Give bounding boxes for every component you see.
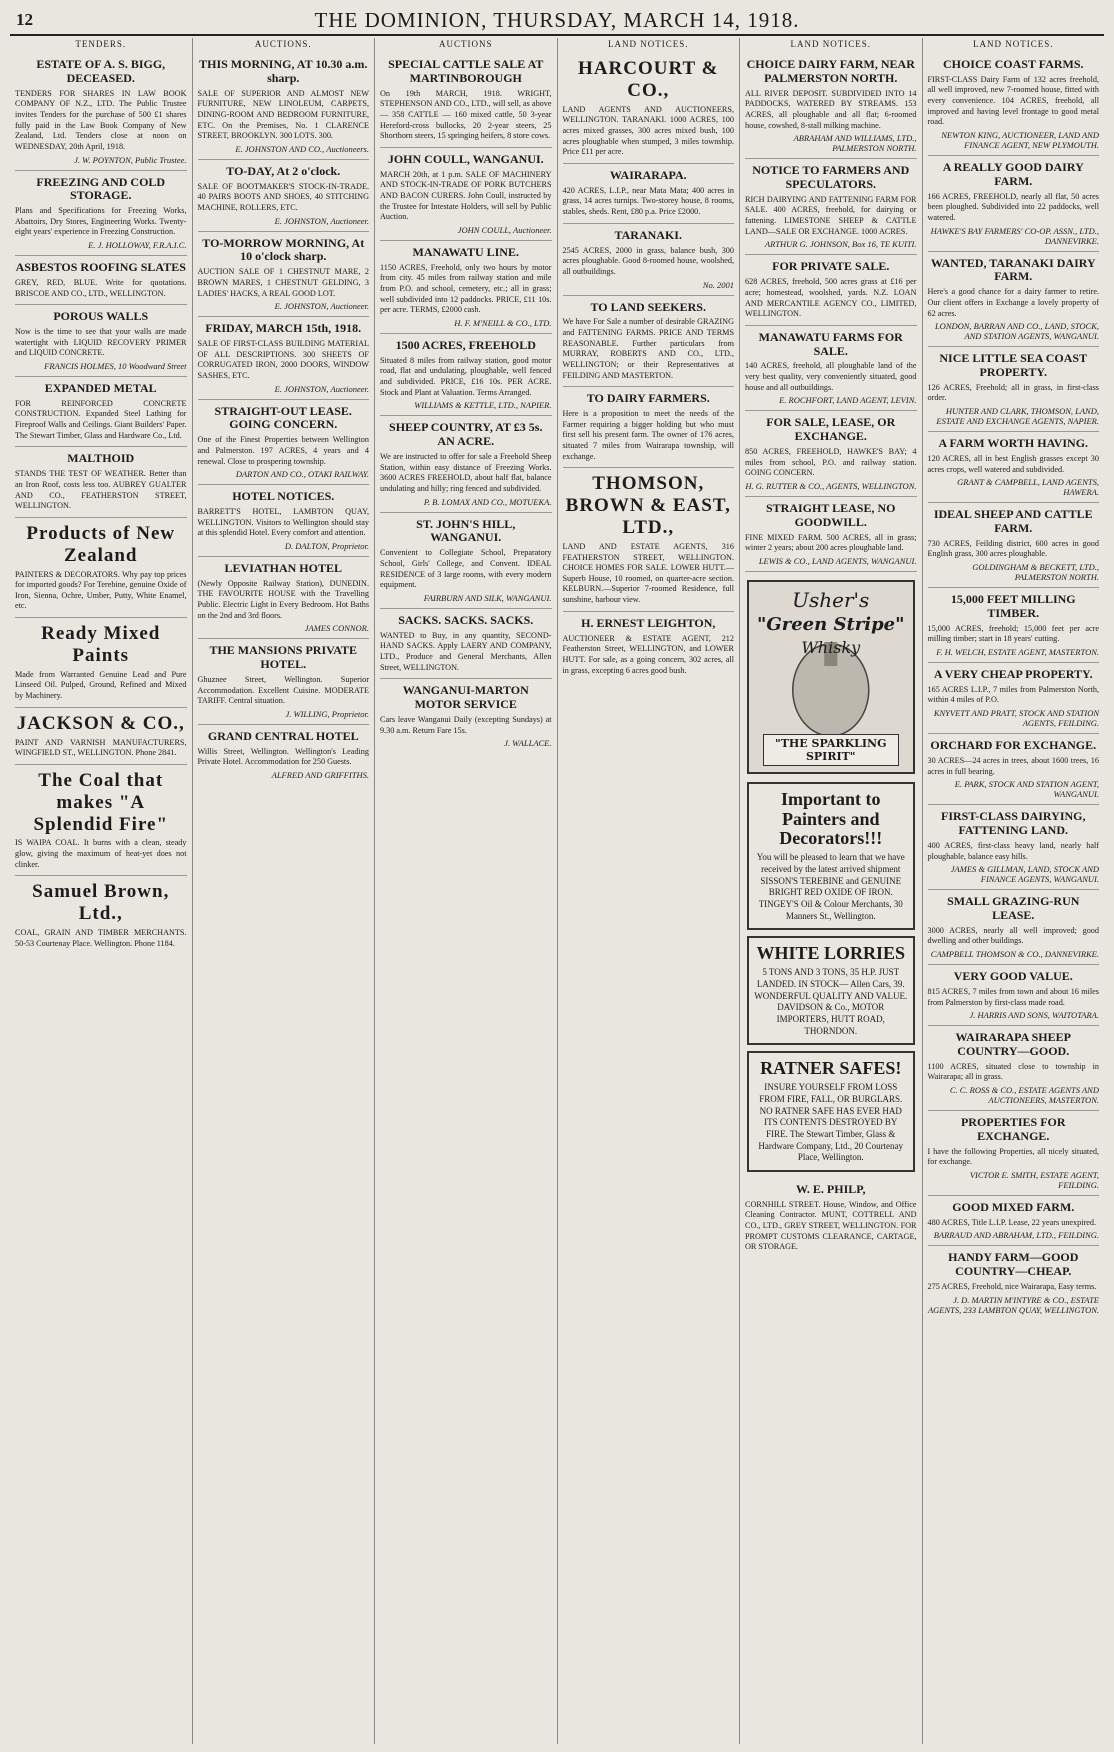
whisky-kind: Whisky — [801, 637, 861, 657]
advertisement — [380, 148, 552, 241]
advertisement — [928, 347, 1100, 432]
newspaper-title: THE DOMINION, THURSDAY, MARCH 14, 1918. — [314, 8, 800, 32]
ad-title: H. ERNEST LEIGHTON, — [581, 615, 716, 630]
advertisement — [928, 503, 1100, 588]
column-heading: TENDERS. — [75, 39, 127, 49]
ad-title: FOR PRIVATE SALE. — [772, 259, 890, 274]
ad-body: PAINTERS & DECORATORS. Why pay top prices for imported goods? For Terebine, genuine Oxide of Iron, Sienna, Ochre, Umber, Putty, White Enamel, etc. — [15, 569, 187, 611]
advertisement — [380, 334, 552, 416]
ad-title: TARANAKI. — [614, 227, 682, 242]
ad-signature: ABRAHAM AND WILLIAMS, LTD., PALMERSTON NORTH. — [793, 133, 917, 154]
ad-body: 1100 ACRES, situated close to township in Wairarapa; all in grass. — [927, 1061, 1099, 1082]
ad-title: LEVIATHAN HOTEL — [224, 560, 342, 575]
ad-title: A FARM WORTH HAVING. — [938, 436, 1089, 451]
ad-signature: GOLDINGHAM & BECKETT, LTD., PALMERSTON NORTH. — [972, 562, 1099, 583]
ad-body: SALE OF SUPERIOR AND ALMOST NEW FURNITURE, NEW LINOLEUM, CARPETS, DINING-ROOM AND BEDROOM FURNITURE, ETC. On the Premises, No. 1 CLARENCE STREET, BROOKLYN. 300 LOTS. 300. — [197, 88, 369, 141]
ad-title: STRAIGHT-OUT LEASE. GOING CONCERN. — [214, 403, 352, 432]
column-2 — [192, 38, 375, 1744]
ad-title: IDEAL SHEEP AND CATTLE FARM. — [933, 507, 1093, 536]
ad-body: AUCTIONEER & ESTATE AGENT, 212 Featherston Street, WELLINGTON, and LOWER HUTT. For sale, as a going concern, 302 acres, all in grass, excepting 6 acres good bush. — [562, 633, 734, 675]
ad-body: Cars leave Wanganui Daily (excepting Sundays) at 9.30 a.m. Return Fare 15s. — [380, 714, 552, 735]
ad-signature: BARRAUD AND ABRAHAM, LTD., FEILDING. — [933, 1230, 1099, 1241]
ad-body: 166 ACRES, FREEHOLD, nearly all flat, 50 acres been ploughed. Subdivided into 22 paddocks, well watered. — [927, 191, 1099, 222]
ad-signature: ALFRED AND GRIFFITHS. — [271, 770, 369, 781]
ad-signature: No. 2001 — [702, 279, 734, 290]
advertisement — [198, 725, 370, 785]
ad-body: 815 ACRES, 7 miles from town and about 16 miles from Palmerston by first-class made road. — [927, 986, 1099, 1007]
ad-signature: J. HARRIS AND SONS, WAITOTARA. — [969, 1010, 1099, 1021]
ad-body: GREY, RED, BLUE. Write for quotations. BRISCOE AND CO., LTD., WELLINGTON. — [15, 277, 187, 298]
ad-body: 30 ACRES—24 acres in trees, about 1600 trees, 16 acres in full bearing. — [927, 755, 1099, 776]
ad-title: Products of New Zealand — [26, 522, 176, 566]
ad-body: ALL RIVER DEPOSIT. SUBDIVIDED INTO 14 PADDOCKS, WATERED BY STREAMS. 153 ACRES, all ploughable and all flat; 6-roomed house, cowshed, 8-stall milking machine. — [745, 88, 917, 130]
ad-body: RICH DAIRYING AND FATTENING FARM FOR SALE. 400 ACRES, freehold, for dairying or fattening. LIMESTONE SHEEP & CATTLE LAND—SALE OR EXCHANGE. 1000 ACRES. — [745, 194, 917, 236]
advertisement — [928, 156, 1100, 252]
ad-body: BARRETT'S HOTEL, LAMBTON QUAY, WELLINGTON. Visitors to Wellington should stay at this splendid Hotel. Every comfort and attention. — [197, 506, 369, 538]
ad-signature: WILLIAMS & KETTLE, LTD., NAPIER. — [414, 400, 552, 411]
ad-signature: E. J. HOLLOWAY, F.R.A.I.C. — [88, 240, 187, 251]
ad-signature: E. JOHNSTON, Auctioneer. — [274, 383, 369, 394]
advertisement — [380, 241, 552, 334]
column-4 — [557, 38, 740, 1744]
ad-body: We have For Sale a number of desirable GRAZING and FATTENING FARMS. PRICE AND TERMS REASONABLE. Further particulars from MURRAY, ROBERTS AND CO., LTD., WELLINGTON; or their Representatives at FEILDING AND MASTERTON. — [562, 317, 734, 380]
advertisement — [928, 734, 1100, 805]
ad-title: 15,000 FEET MILLING TIMBER. — [950, 592, 1076, 620]
ad-title: SHEEP COUNTRY, AT £3 5s. AN ACRE. — [389, 420, 543, 449]
ad-title: W. E. PHILP, — [796, 1181, 866, 1196]
ad-signature: E. ROCHFORT, LAND AGENT, LEVIN. — [779, 395, 917, 406]
ad-title: NOTICE TO FARMERS AND SPECULATORS. — [752, 163, 910, 192]
masthead — [10, 6, 1104, 36]
ad-signature: J. D. MARTIN M'INTYRE & CO., ESTATE AGENTS, 233 LAMBTON QUAY, WELLINGTON. — [927, 1294, 1099, 1315]
ad-title: WAIRARAPA SHEEP COUNTRY—GOOD. — [955, 1030, 1071, 1058]
ad-signature: LONDON, BARRAN AND CO., LAND, STOCK, AND STATION AGENTS, WANGANUI. — [934, 321, 1099, 342]
ad-body: 628 ACRES, freehold, 500 acres grass at £16 per acre; homestead, woolshed, yards. N.Z. LOAN AND MERCANTILE AGENCY CO., LIMITED, WELLINGTON. — [745, 277, 917, 319]
advertisement — [15, 305, 187, 377]
ad-title: HOTEL NOTICES. — [232, 489, 335, 504]
advertisement — [15, 618, 187, 708]
ad-title: THOMSON, BROWN & EAST, LTD., — [565, 473, 731, 538]
column-5 — [739, 38, 922, 1744]
column-heading: LAND NOTICES. — [973, 39, 1054, 49]
advertisement — [745, 159, 917, 255]
ad-signature: JOHN COULL, Auctioneer. — [457, 224, 552, 235]
ad-body: On 19th MARCH, 1918. WRIGHT, STEPHENSON AND CO., LTD., will sell, as above— 358 CATTLE — 160 mixed cattle, 50 3-year Hereford-cross bullocks, 20 2-year steers, 25 Shorthorn steers, 15 springing heifers, 8 store cows. — [380, 88, 552, 141]
ad-title: TO-MORROW MORNING, At 10 o'clock sharp. — [202, 235, 365, 264]
column-heading: LAND NOTICES. — [608, 39, 689, 49]
column-1 — [10, 38, 192, 1744]
ad-title: TO-DAY, At 2 o'clock. — [226, 163, 341, 178]
ad-body: 275 ACRES, Freehold, nice Wairarapa, Easy terms. — [927, 1282, 1097, 1292]
ad-title: POROUS WALLS — [53, 309, 149, 324]
advertisement — [198, 232, 370, 318]
ad-body: 126 ACRES, Freehold; all in grass, in first-class order. — [927, 382, 1099, 403]
ad-body: WANTED to Buy, in any quantity, SECOND-HAND SACKS. Apply LAERY AND COMPANY, LTD., Produce and General Merchants, Allen Street, WELLINGTON. — [380, 630, 552, 672]
advertisement — [928, 1196, 1100, 1246]
ad-title: JOHN COULL, WANGANUI. — [387, 151, 544, 166]
ad-body: 140 ACRES, freehold, all ploughable land of the very best quality, very conveniently situated, good house and all outbuildings. — [745, 361, 917, 392]
ad-body: AUCTION SALE OF 1 CHESTNUT MARE, 2 BROWN MARES, 1 CHESTNUT GELDING, 3 LADIES' HACKS, A REAL GOOD LOT. — [197, 267, 369, 298]
column-3 — [374, 38, 557, 1744]
ad-signature: C. C. ROSS & CO., ESTATE AGENTS AND AUCTIONEERS, MASTERTON. — [949, 1085, 1099, 1106]
ad-title: ASBESTOS ROOFING SLATES — [15, 260, 186, 275]
ad-signature: VICTOR E. SMITH, ESTATE AGENT, FEILDING. — [969, 1169, 1099, 1190]
ad-body: Now is the time to see that your walls are made watertight with LIQUID RECOVERY PRIMER and LIQUID CONCRETE. — [15, 327, 187, 358]
advertisement — [928, 252, 1100, 348]
ad-title: NICE LITTLE SEA COAST PROPERTY. — [939, 351, 1088, 379]
advertisement — [928, 432, 1100, 503]
ad-body: Here is a proposition to meet the needs of the Farmer requiring a bigger holding but who must first sell his present farm. The owner of 176 acres, situated 7 miles from Wairarapa township, will exchange. — [562, 409, 734, 461]
ad-title: STRAIGHT LEASE, NO GOODWILL. — [766, 500, 896, 529]
ad-signature: DARTON AND CO., OTAKI RAILWAY. — [235, 469, 369, 480]
advertisement — [745, 1178, 917, 1258]
ad-signature: D. DALTON, Proprietor. — [284, 540, 369, 551]
advertisement — [745, 497, 917, 572]
ad-body: 15,000 ACRES, freehold; 15,000 feet per acre milling timber; start in 18 years' cutting. — [927, 623, 1099, 644]
ad-signature: ARTHUR G. JOHNSON, Box 16, TE KUITI. — [764, 239, 917, 250]
ad-title: 1500 ACRES, FREEHOLD — [395, 338, 536, 353]
ad-title: THE MANSIONS PRIVATE HOTEL. — [209, 643, 358, 672]
ad-title: TO LAND SEEKERS. — [590, 299, 706, 314]
ad-title: ESTATE OF A. S. BIGG, DECEASED. — [36, 57, 166, 85]
ad-title: MANAWATU FARMS FOR SALE. — [758, 329, 903, 358]
ad-body: CORNHILL STREET. House, Window, and Office Cleaning Contractor. MUNT, COTTRELL AND CO., LTD., GREY STREET, WELLINGTON. FOR PROMPT CUSTOMS CLEARANCE, CARTAGE, OR STORAGE. — [745, 1199, 917, 1252]
ad-title: JACKSON & CO., — [16, 712, 185, 734]
ad-title: CHOICE COAST FARMS. — [942, 57, 1084, 71]
ad-body: Made from Warranted Genuine Lead and Pure Linseed Oil. Pulped, Ground, Refined and Mixed by Machinery. — [15, 669, 187, 701]
ad-body: Plans and Specifications for Freezing Works, Abattoirs, Dry Stores, Engineering Works. Twenty-eight years' experience in Freezing Construction. — [15, 206, 187, 237]
whisky-brand: Usher's — [792, 587, 870, 612]
advertisement — [928, 965, 1100, 1026]
advertisement — [15, 377, 187, 447]
advertisement — [928, 890, 1100, 965]
advertisement — [380, 53, 552, 148]
ad-title: MANAWATU LINE. — [412, 244, 519, 259]
advertisement — [198, 557, 370, 639]
ad-body: 480 ACRES, Title L.I.P. Lease, 22 years unexpired. — [927, 1217, 1097, 1227]
ad-body: 1150 ACRES, Freehold, only two hours by motor from city. 45 miles from railway station and mile from P.O. and school, cemetery, etc.; all in grass; well subdivided into 12 paddocks. PRICE, £11 10s. per acre. TERMS, £2000 cash. — [380, 262, 552, 315]
ad-body: Here's a good chance for a dairy farmer to retire. Our client offers in Exchange a lovely property of 62 acres. — [927, 287, 1099, 318]
ad-title: WAIRARAPA. — [609, 167, 687, 182]
whisky-advertisement — [747, 580, 915, 774]
advertisement — [380, 416, 552, 512]
advertisement — [745, 326, 917, 412]
ad-title: FRIDAY, MARCH 15th, 1918. — [205, 321, 362, 336]
ad-body: Ghuznee Street, Wellington. Superior Accommodation. Excellent Cuisine. MODERATE TARIFF. Central situation. — [197, 674, 369, 706]
boxed-advertisement — [747, 782, 915, 931]
ad-body: TENDERS FOR SHARES IN LAW BOOK COMPANY OF N.Z., LTD. The Public Trustee invites Tenders for the purchase of 500 £1 shares fully paid in the Law Book Company of New Zealand, Ltd. Tenders close at noon on WEDNESDAY, 20th April, 1918. — [15, 88, 187, 151]
ad-signature: GRANT & CAMPBELL, LAND AGENTS, HAWERA. — [957, 477, 1099, 498]
ad-title: VERY GOOD VALUE. — [953, 969, 1073, 984]
ad-title: A VERY CHEAP PROPERTY. — [933, 667, 1093, 682]
boxed-ad-heading: RATNER SAFES! — [760, 1058, 902, 1079]
advertisement — [198, 485, 370, 557]
ad-title: CHOICE DAIRY FARM, NEAR PALMERSTON NORTH. — [746, 57, 915, 85]
ad-title: SMALL GRAZING-RUN LEASE. — [947, 894, 1080, 922]
ad-body: STANDS THE TEST OF WEATHER. Better than an Iron Roof, costs less too. AUBREY GUALTER AND CO., FEATHERSTON STREET, WELLINGTON. — [15, 469, 187, 511]
ad-title: FOR SALE, LEASE, OR EXCHANGE. — [766, 415, 896, 444]
ad-body: 120 ACRES, all in best English grasses except 30 acres crops, well watered and subdivided. — [927, 453, 1099, 474]
advertisement — [563, 387, 735, 468]
advertisement — [380, 609, 552, 679]
advertisement — [198, 53, 370, 160]
ad-body: 165 ACRES L.I.P., 7 miles from Palmerston North, within 4 miles of P.O. — [927, 684, 1099, 705]
ad-body: SALE OF FIRST-CLASS BUILDING MATERIAL OF ALL DESCRIPTIONS. 300 SHEETS OF CORRUGATED IRON, 2000 DOORS, WINDOW SASHES, ETC. — [197, 339, 369, 380]
ad-title: GOOD MIXED FARM. — [952, 1199, 1075, 1214]
ad-title: ORCHARD FOR EXCHANGE. — [930, 738, 1097, 753]
advertisement — [928, 53, 1100, 156]
ad-title: The Coal that makes "A Splendid Fire" — [33, 769, 169, 835]
ad-signature: KNYVETT AND PRATT, STOCK AND STATION AGENTS, FEILDING. — [933, 708, 1099, 729]
advertisement — [928, 805, 1100, 890]
ad-signature: J. WILLING, Proprietor. — [285, 708, 369, 719]
advertisement — [928, 588, 1100, 663]
ad-body: 2545 ACRES, 2000 in grass, balance bush, 300 acres ploughable. Good 8-roomed house, woolshed, all outbuildings. — [562, 245, 734, 276]
ad-title: EXPANDED METAL — [44, 380, 157, 395]
whisky-slogan: "THE SPARKLING SPIRIT" — [763, 734, 899, 766]
boxed-advertisement — [747, 1051, 915, 1172]
ad-title: MALTHOID — [67, 451, 135, 466]
advertisement — [198, 317, 370, 399]
page-number: 12 — [16, 10, 33, 29]
ad-signature: LEWIS & CO., LAND AGENTS, WANGANUI. — [758, 555, 917, 566]
advertisement — [745, 411, 917, 497]
ad-title: THIS MORNING, AT 10.30 a.m. sharp. — [199, 57, 368, 85]
advertisement — [15, 447, 187, 517]
ad-body: SALE OF BOOTMAKER'S STOCK-IN-TRADE. 40 PAIRS BOOTS AND SHOES, 40 STITCHING MACHINE, ROLLERS, ETC. — [197, 181, 369, 212]
ad-title: A REALLY GOOD DAIRY FARM. — [942, 160, 1084, 188]
boxed-ad-text: 5 TONS AND 3 TONS, 35 H.P. JUST LANDED. IN STOCK— Allen Cars, 39. WONDERFUL QUALITY AND VALUE. DAVIDSON & Co., MOTOR IMPORTERS, HUTT ROAD, THORNDON. — [754, 967, 908, 1036]
advertisement — [15, 876, 187, 954]
column-6 — [922, 38, 1105, 1744]
advertisement — [563, 164, 735, 224]
advertisement — [15, 53, 187, 171]
ad-signature: E. JOHNSTON, Auctioneer. — [274, 301, 369, 312]
ad-signature: H. F. M'NEILL & CO., LTD. — [454, 318, 552, 329]
ad-title: PROPERTIES FOR EXCHANGE. — [960, 1115, 1066, 1143]
advertisement — [15, 518, 187, 618]
ad-signature: P. B. LOMAX AND CO., MOTUEKA. — [423, 496, 552, 507]
whisky-name: "Green Stripe" — [756, 613, 905, 635]
ad-body: FIRST-CLASS Dairy Farm of 132 acres freehold, all well improved, new 7-roomed house, fitted with every convenience. 104 ACRES, freehold, all improved and having level frontage to good metal road. — [927, 74, 1099, 127]
ad-title: GRAND CENTRAL HOTEL — [207, 728, 359, 743]
ad-body: (Newly Opposite Railway Station), DUNEDIN. THE FAVOURITE HOUSE with the Travelling Public. Electric Light in Every Bedroom. Hot Baths on the 2nd and 3rd floors. — [197, 578, 369, 620]
ad-body: 730 ACRES, Feilding district, 600 acres in good English grass, 300 acres ploughable. — [927, 538, 1099, 559]
ad-signature: J. WALLACE. — [504, 738, 552, 749]
ad-body: 3000 ACRES, nearly all well improved; good dwelling and other buildings. — [927, 925, 1099, 946]
advertisement — [563, 296, 735, 388]
ad-body: Situated 8 miles from railway station, good motor road, flat and undulating, ploughable, well fenced and subdivided. PRICE, £16 10s. PER ACRE. Stock and Plant at Valuation. Terms Arranged. — [380, 355, 552, 397]
ad-body: LAND AND ESTATE AGENTS, 316 FEATHERSTON STREET, WELLINGTON. CHOICE HOMES FOR SALE. LOWER HUTT.—Superb House, 10 roomed, on quarter-acre section. KELBURN.—Superior 7-roomed Residence, full sunshine, harbour view. — [562, 541, 734, 605]
ad-title: Samuel Brown, Ltd., — [32, 881, 170, 925]
ad-body: One of the Finest Properties between Wellington and Palmerston. 197 ACRES, 4 years and 4 renewal. Close to prospering township. — [197, 435, 369, 466]
advertisement — [745, 255, 917, 325]
advertisement — [928, 1111, 1100, 1196]
ad-body: I have the following Properties, all nicely situated, for exchange. — [927, 1146, 1099, 1167]
ad-title: HANDY FARM—GOOD COUNTRY—CHEAP. — [948, 1250, 1079, 1279]
advertisement — [928, 663, 1100, 734]
ad-signature: HAWKE'S BAY FARMERS' CO-OP. ASSN., LTD., DANNEVIRKE. — [930, 225, 1099, 246]
boxed-ad-text: INSURE YOURSELF FROM LOSS FROM FIRE, FALL, OR BURGLARS. NO RATNER SAFE HAS EVER HAD ITS CONTENTS DESTROYED BY FIRE. The Stewart Timber, Glass & Hardware Company, Ltd., 20 Courtenay Place, Wellington. — [758, 1082, 904, 1163]
advertisement — [928, 1026, 1100, 1111]
column-heading: AUCTIONS. — [254, 39, 312, 49]
ad-body: We are instructed to offer for sale a Freehold Sheep Station, within easy distance of Freezing Works. 3600 ACRES FREEHOLD, about half flat, balance undulating and hilly; ring fenced and subdivided. — [380, 452, 552, 494]
ad-signature: FAIRBURN AND SILK, WANGANUI. — [423, 592, 552, 603]
ad-signature: H. G. RUTTER & CO., AGENTS, WELLINGTON. — [745, 480, 917, 491]
ad-signature: E. JOHNSTON, Auctioneer. — [274, 215, 369, 226]
advertisement — [15, 171, 187, 257]
ad-body: MARCH 20th, at 1 p.m. SALE OF MACHINERY AND STOCK-IN-TRADE OF PORK BUTCHERS AND BACON CURERS. John Coull, instructed by the Trustee for Intestate Holders, will sell by Public Auction. — [380, 169, 552, 222]
advertisement — [563, 612, 735, 681]
columns-container — [10, 38, 1104, 1744]
ad-title: SPECIAL CATTLE SALE AT MARTINBOROUGH — [388, 57, 544, 85]
advertisement — [15, 708, 187, 765]
boxed-advertisement — [747, 936, 915, 1045]
advertisement — [928, 1246, 1100, 1319]
ad-title: FREEZING AND COLD STORAGE. — [36, 174, 166, 203]
ad-signature: HUNTER AND CLARK, THOMSON, LAND, ESTATE AND EXCHANGE AGENTS, NAPIER. — [936, 406, 1099, 427]
ad-title: WANTED, TARANAKI DAIRY FARM. — [930, 255, 1096, 284]
ad-title: TO DAIRY FARMERS. — [586, 391, 710, 406]
advertisement — [15, 765, 187, 877]
ad-body: Willis Street, Wellington. Wellington's Leading Private Hotel. Accommodation for 250 Guests. — [197, 746, 369, 767]
ad-title: SACKS. SACKS. SACKS. — [398, 612, 534, 627]
ad-body: COAL, GRAIN AND TIMBER MERCHANTS. 50-53 Courtenay Place. Wellington. Phone 1184. — [15, 928, 187, 948]
ad-body: LAND AGENTS AND AUCTIONEERS, WELLINGTON. TARANAKI. 1000 ACRES, 100 acres mixed grasses, 300 acres mixed bush, 100 acres ploughable when stumped, 3 miles township. Price £11 per acre. — [562, 104, 734, 157]
ad-signature: F. H. WELCH, ESTATE AGENT, MASTERTON. — [936, 647, 1099, 658]
advertisement — [380, 513, 552, 609]
boxed-ad-text: You will be pleased to learn that we have received by the latest arrived shipment SISSON'S TEREBINE and GENUINE BRIGHT RED OXIDE OF IRON. TINGEY'S Oil & Colour Merchants, 30 Manners St., Wellington. — [756, 852, 905, 921]
ad-signature: FRANCIS HOLMES, 10 Woodward Street — [44, 360, 187, 371]
advertisement — [198, 400, 370, 486]
ad-title: FIRST-CLASS DAIRYING, FATTENING LAND. — [940, 809, 1086, 838]
ad-title: Ready Mixed Paints — [41, 623, 161, 666]
ad-signature: JAMES CONNOR. — [304, 623, 369, 634]
boxed-ad-heading: WHITE LORRIES — [756, 943, 906, 964]
ad-title: ST. JOHN'S HILL, WANGANUI. — [416, 516, 516, 545]
column-heading: AUCTIONS — [438, 39, 493, 49]
advertisement — [563, 224, 735, 296]
ad-title: HARCOURT & CO., — [578, 58, 719, 101]
column-heading: LAND NOTICES. — [790, 39, 871, 49]
ad-body: 850 ACRES, FREEHOLD, HAWKE'S BAY; 4 miles from school, P.O. and railway station. GOING CONCERN. — [745, 447, 917, 478]
advertisement — [380, 679, 552, 753]
ad-body: IS WAIPA COAL. It burns with a clean, steady glow, giving the maximum of heat-yet does not clinker. — [15, 838, 187, 869]
ad-body: FINE MIXED FARM. 500 ACRES, all in grass; winter 2 years; about 200 acres ploughable land. — [745, 532, 917, 553]
ad-body: Convenient to Collegiate School, Preparatory School, Girls' College, and Convent. IDEAL RESIDENCE of 3 large rooms, with every modern equipment. — [380, 548, 552, 590]
ad-body: PAINT AND VARNISH MANUFACTURERS, WINGFIELD ST., WELLINGTON. Phone 2841. — [15, 737, 187, 758]
ad-body: 400 ACRES, first-class heavy land, nearly half ploughable, balance easy hills. — [927, 840, 1099, 861]
ad-body: 420 ACRES, L.I.P., near Mata Mata; 400 acres in grass, 14 acres turnips. Two-storey house, 8 rooms, stables, sheds. Rent, £80 p.a. Price £2000. — [562, 185, 734, 217]
ad-signature: E. PARK, STOCK AND STATION AGENT, WANGANUI. — [954, 779, 1099, 800]
ad-title: WANGANUI-MARTON MOTOR SERVICE — [402, 683, 529, 712]
ad-signature: JAMES & GILLMAN, LAND, STOCK AND FINANCE AGENTS, WANGANUI. — [950, 864, 1099, 885]
advertisement — [563, 468, 735, 611]
advertisement — [15, 256, 187, 305]
ad-signature: J. W. POYNTON, Public Trustee. — [74, 154, 187, 165]
advertisement — [563, 53, 735, 164]
advertisement — [198, 639, 370, 725]
advertisement — [745, 53, 917, 159]
ad-signature: NEWTON KING, AUCTIONEER, LAND AND FINANCE AGENT, NEW PLYMOUTH. — [941, 130, 1099, 151]
ad-signature: CAMPBELL THOMSON & CO., DANNEVIRKE. — [930, 949, 1099, 960]
advertisement — [198, 160, 370, 232]
boxed-ad-heading: Important to Painters and Decorators!!! — [779, 788, 883, 849]
ad-body: FOR REINFORCED CONCRETE CONSTRUCTION. Expanded Steel Lathing for Fireproof Walls and Ceilings. Giant Builders' Paper. The Stewart Timber, Glass and Hardware Co., Ltd. — [15, 398, 187, 440]
ad-signature: E. JOHNSTON AND CO., Auctioneers. — [235, 143, 369, 154]
